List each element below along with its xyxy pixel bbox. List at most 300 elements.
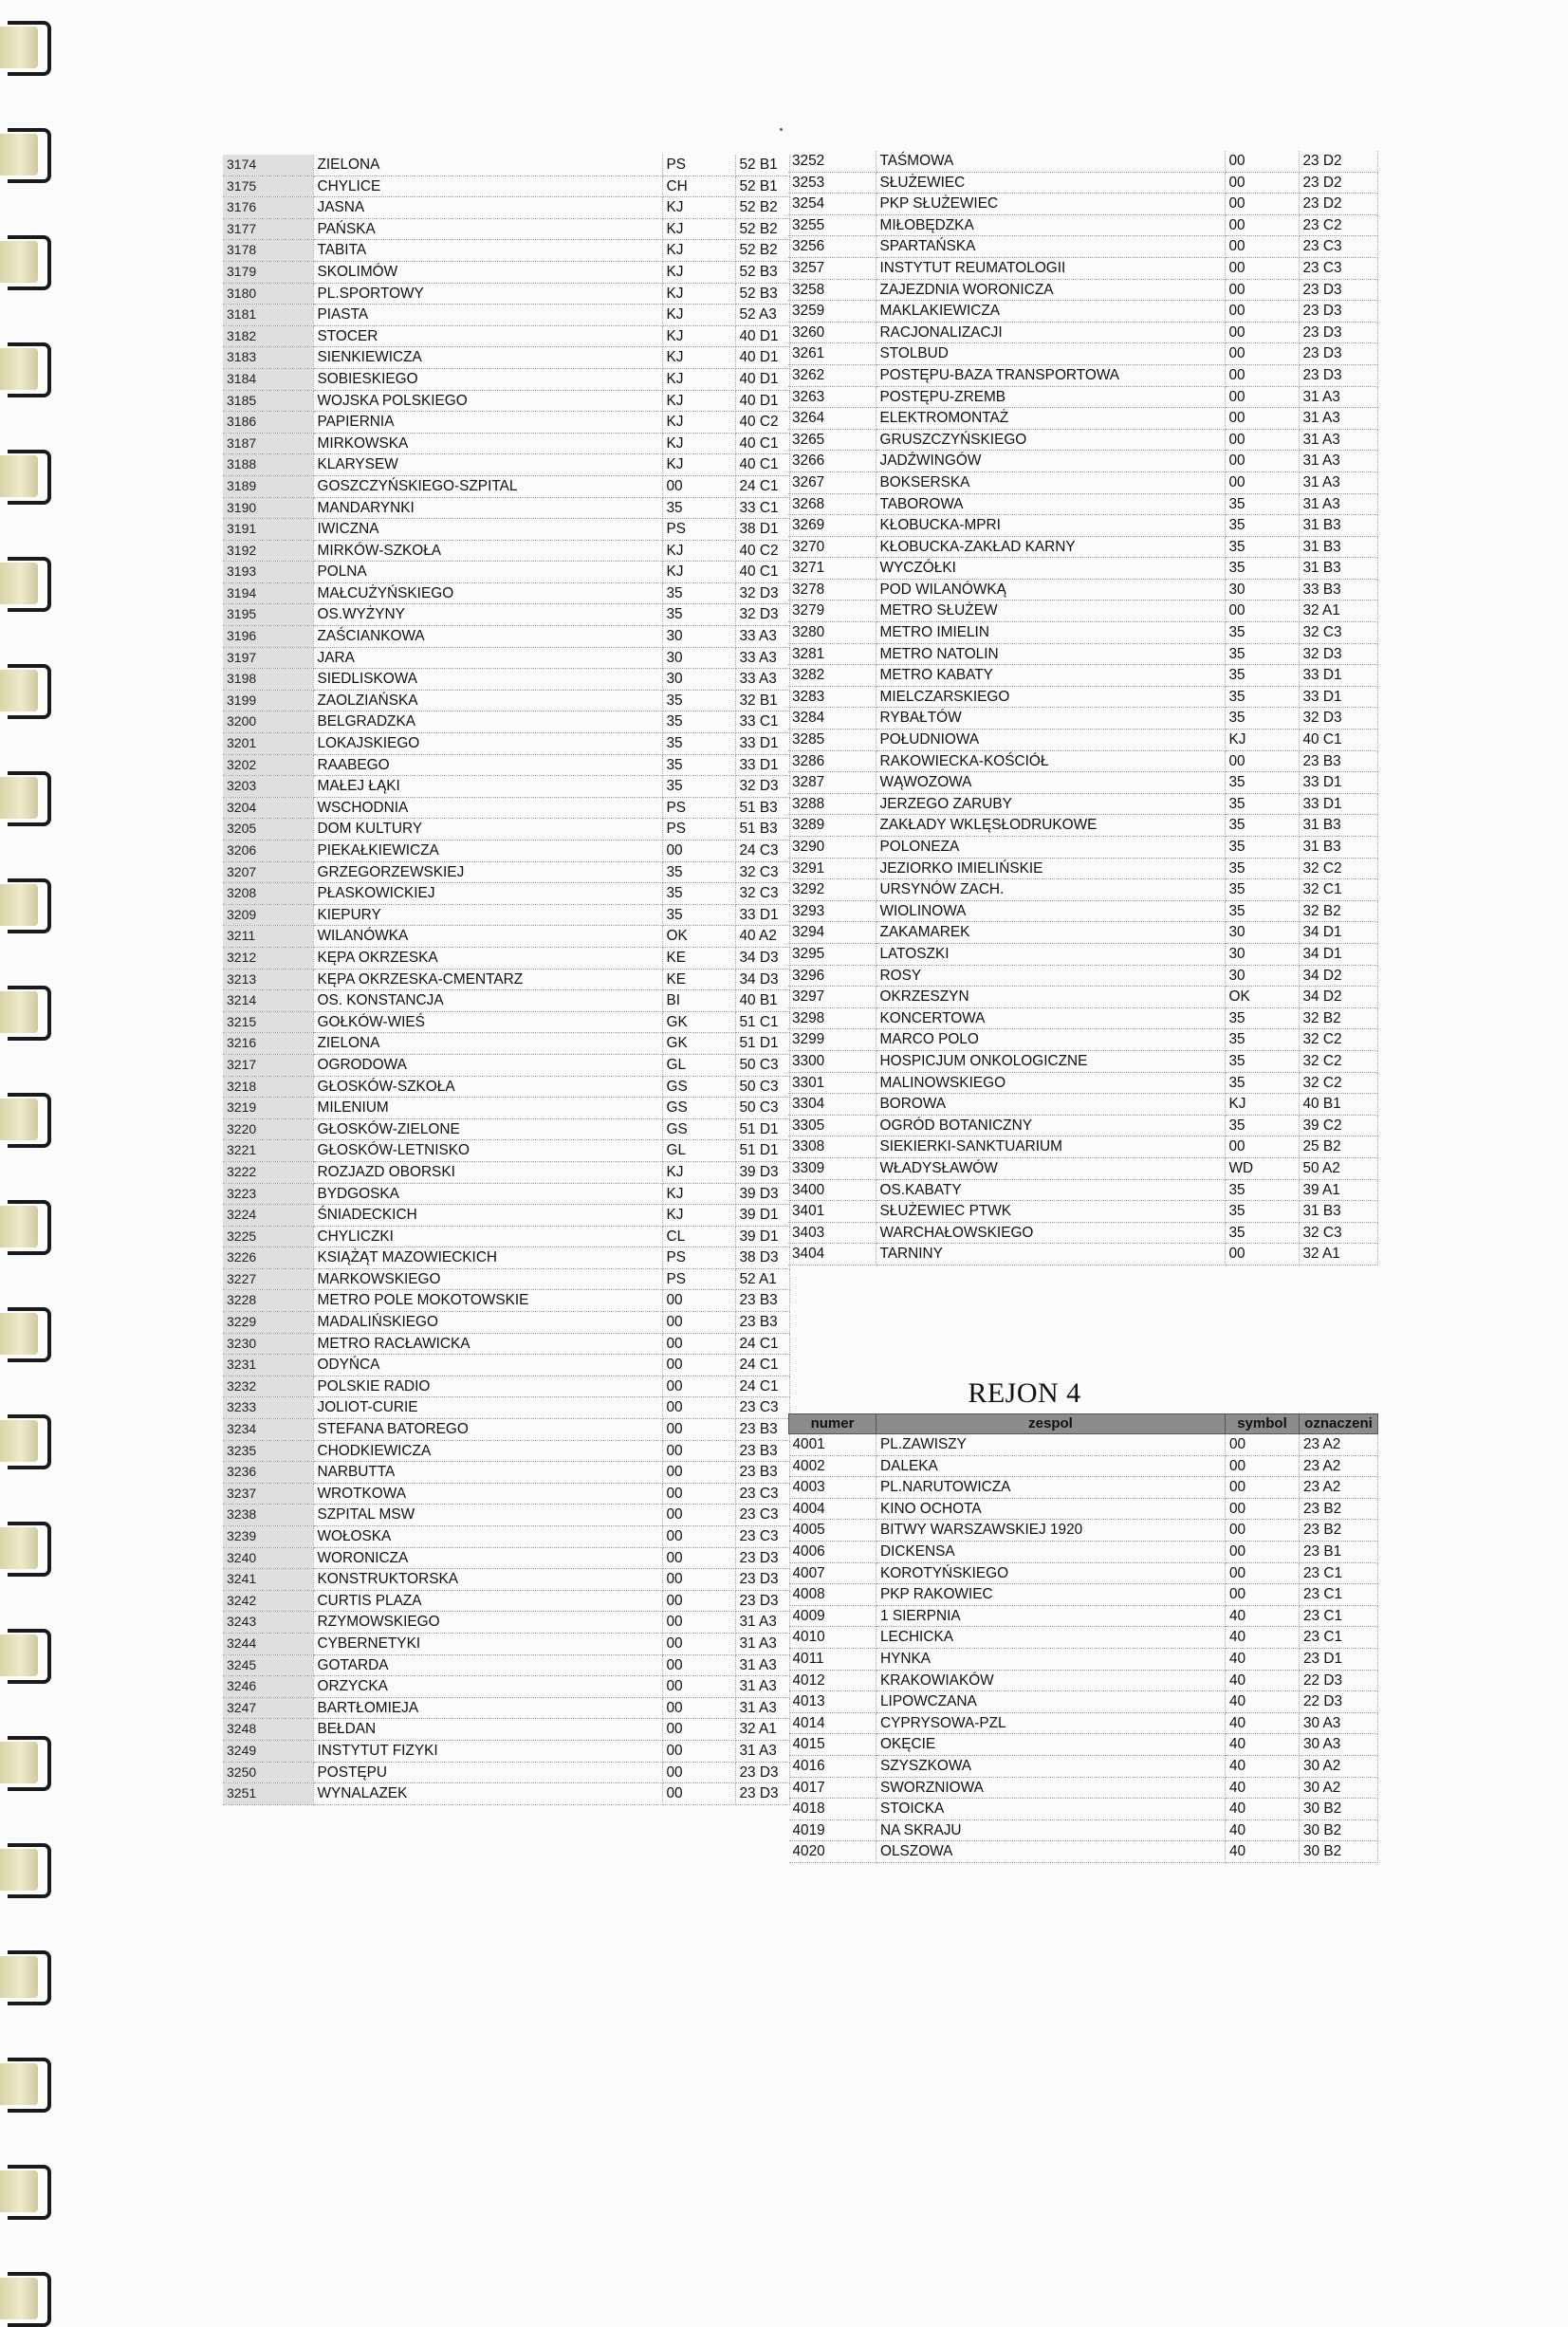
stop-name: PAŃSKA xyxy=(313,218,662,240)
table-row xyxy=(788,900,1377,922)
map-reference: 32 B1 xyxy=(735,690,789,711)
table-row xyxy=(223,582,789,604)
table-row xyxy=(223,926,789,948)
map-reference: 31 A3 xyxy=(1299,471,1377,493)
stop-number: 3269 xyxy=(788,515,876,537)
map-reference: 51 D1 xyxy=(735,1118,789,1140)
map-reference: 31 B3 xyxy=(1299,837,1377,859)
stop-name: ŚNIADECKICH xyxy=(313,1205,662,1227)
map-reference: 39 D1 xyxy=(735,1205,789,1227)
stop-name: WORONICZA xyxy=(313,1547,662,1569)
symbol: 35 xyxy=(662,604,735,626)
table-row xyxy=(223,562,789,583)
stop-number: 3195 xyxy=(223,604,313,626)
symbol: 00 xyxy=(1225,600,1299,622)
stop-name: INSTYTUT REUMATOLOGII xyxy=(876,257,1225,279)
table-row xyxy=(223,1526,789,1548)
stop-number: 3305 xyxy=(788,1115,876,1136)
symbol: 00 xyxy=(1225,151,1299,172)
table-row xyxy=(223,969,789,990)
stop-number: 3262 xyxy=(788,364,876,386)
map-reference: 23 B3 xyxy=(735,1312,789,1334)
stop-number: 3289 xyxy=(788,815,876,837)
stop-name: 1 SIERPNIA xyxy=(876,1605,1226,1627)
stop-name: KOROTYŃSKIEGO xyxy=(876,1562,1226,1584)
table-row xyxy=(223,1011,789,1033)
table-row xyxy=(223,347,789,369)
table-row xyxy=(223,1483,789,1505)
symbol: 30 xyxy=(1225,943,1299,965)
stop-name: POLNA xyxy=(313,562,662,583)
symbol: 00 xyxy=(662,1719,735,1741)
table-row xyxy=(223,412,789,434)
stop-number: 3191 xyxy=(223,519,313,541)
stop-number: 3198 xyxy=(223,669,313,691)
table-row xyxy=(788,1072,1377,1094)
stop-name: WIOLINOWA xyxy=(876,900,1225,922)
map-reference: 52 B2 xyxy=(735,240,789,262)
symbol: 00 xyxy=(1225,1136,1299,1158)
symbol: 30 xyxy=(662,626,735,648)
symbol: KJ xyxy=(662,562,735,583)
map-reference: 23 D1 xyxy=(1300,1648,1378,1670)
map-reference: 40 B1 xyxy=(735,990,789,1012)
symbol: KE xyxy=(662,947,735,969)
map-reference: 30 B2 xyxy=(1300,1799,1378,1820)
binding-coil xyxy=(0,342,51,397)
symbol: 35 xyxy=(1225,686,1299,708)
stop-number: 3400 xyxy=(788,1179,876,1201)
stop-number: 3295 xyxy=(788,943,876,965)
map-reference: 51 B3 xyxy=(735,819,789,840)
table-row xyxy=(223,669,789,691)
stop-number: 4006 xyxy=(789,1541,876,1562)
map-reference: 32 D3 xyxy=(735,604,789,626)
table-row xyxy=(789,1627,1378,1649)
symbol: 00 xyxy=(662,1783,735,1805)
map-reference: 38 D1 xyxy=(735,519,789,541)
map-reference: 50 A2 xyxy=(1299,1157,1377,1179)
symbol: KJ xyxy=(662,368,735,390)
symbol: 00 xyxy=(662,1762,735,1783)
map-reference: 31 B3 xyxy=(1299,515,1377,537)
stop-name: WSCHODNIA xyxy=(313,797,662,819)
map-reference: 31 A3 xyxy=(1299,451,1377,472)
symbol: 35 xyxy=(1225,879,1299,901)
stop-name: ZAOLZIAŃSKA xyxy=(313,690,662,711)
stop-number: 3268 xyxy=(788,493,876,515)
stop-name: ZAKAMAREK xyxy=(876,922,1225,944)
symbol: 35 xyxy=(1225,515,1299,537)
symbol: 30 xyxy=(662,647,735,669)
stop-number: 4017 xyxy=(789,1777,876,1799)
stop-name: KŁOBUCKA-MPRI xyxy=(876,515,1225,537)
coil-ring xyxy=(8,21,51,76)
map-reference: 23 C3 xyxy=(1299,257,1377,279)
map-reference: 23 C3 xyxy=(735,1397,789,1419)
table-row xyxy=(223,797,789,819)
map-reference: 23 C3 xyxy=(735,1483,789,1505)
table-row xyxy=(223,155,789,175)
stop-number: 3217 xyxy=(223,1054,313,1076)
stop-number: 3246 xyxy=(223,1676,313,1698)
stop-name: ZAKŁADY WKLĘSŁODRUKOWE xyxy=(876,815,1225,837)
symbol: 40 xyxy=(1226,1712,1300,1734)
map-reference: 40 A2 xyxy=(735,926,789,948)
stop-number: 3404 xyxy=(788,1244,876,1265)
map-reference: 40 C1 xyxy=(1299,729,1377,751)
stop-number: 3219 xyxy=(223,1098,313,1119)
stop-number: 3252 xyxy=(788,151,876,172)
map-reference: 32 D3 xyxy=(735,776,789,798)
symbol: PS xyxy=(662,1268,735,1290)
stop-number: 3206 xyxy=(223,840,313,862)
stop-name: MAŁEJ ŁĄKI xyxy=(313,776,662,798)
coil-ring xyxy=(8,986,51,1041)
symbol: PS xyxy=(662,797,735,819)
symbol: 00 xyxy=(1226,1498,1300,1520)
symbol: OK xyxy=(1225,987,1299,1008)
stop-name: JEZIORKO IMIELIŃSKIE xyxy=(876,858,1225,879)
stop-name: RAABEGO xyxy=(313,754,662,776)
symbol: 00 xyxy=(662,1740,735,1762)
stop-number: 3235 xyxy=(223,1440,313,1462)
stop-name: SWORZNIOWA xyxy=(876,1777,1226,1799)
table-row xyxy=(223,626,789,648)
symbol: 35 xyxy=(662,690,735,711)
table-row xyxy=(788,729,1377,751)
map-reference: 31 A3 xyxy=(735,1676,789,1698)
stop-number: 3222 xyxy=(223,1161,313,1183)
symbol: 00 xyxy=(662,1526,735,1548)
stop-name: POSTĘPU-BAZA TRANSPORTOWA xyxy=(876,364,1225,386)
map-reference: 30 B2 xyxy=(1300,1841,1378,1863)
stop-number: 3283 xyxy=(788,686,876,708)
table-row xyxy=(223,776,789,798)
binding-coil xyxy=(0,557,51,612)
symbol: 40 xyxy=(1226,1841,1300,1863)
symbol: 00 xyxy=(662,1419,735,1441)
stop-number: 4002 xyxy=(789,1455,876,1477)
table-row xyxy=(788,1029,1377,1051)
symbol: 35 xyxy=(1225,558,1299,580)
table-row xyxy=(223,1740,789,1762)
stop-number: 3281 xyxy=(788,643,876,665)
map-reference: 33 D1 xyxy=(735,733,789,755)
map-reference: 52 B1 xyxy=(735,155,789,175)
table-row xyxy=(223,819,789,840)
symbol: 00 xyxy=(662,1312,735,1334)
table-row xyxy=(223,1397,789,1419)
stop-number: 4020 xyxy=(789,1841,876,1863)
coil-ring xyxy=(8,1307,51,1362)
table-row xyxy=(788,1007,1377,1029)
stop-name: GŁOSKÓW-SZKOŁA xyxy=(313,1076,662,1098)
map-reference: 32 C2 xyxy=(1299,1072,1377,1094)
symbol: KJ xyxy=(662,325,735,347)
binding-coil xyxy=(0,2165,51,2220)
map-reference: 23 B3 xyxy=(735,1440,789,1462)
stop-number: 3247 xyxy=(223,1697,313,1719)
stop-number: 3231 xyxy=(223,1355,313,1376)
table-row xyxy=(788,686,1377,708)
symbol: 30 xyxy=(662,669,735,691)
stop-number: 3259 xyxy=(788,301,876,323)
stop-name: WOJSKA POLSKIEGO xyxy=(313,390,662,412)
map-reference: 23 C3 xyxy=(735,1526,789,1548)
stop-name: ORZYCKA xyxy=(313,1676,662,1698)
stop-name: TABITA xyxy=(313,240,662,262)
stop-name: JASNA xyxy=(313,197,662,219)
stop-name: ZIELONA xyxy=(313,1033,662,1055)
stop-name: ZAJEZDNIA WORONICZA xyxy=(876,279,1225,301)
stop-name: ROZJAZD OBORSKI xyxy=(313,1161,662,1183)
table-row xyxy=(223,368,789,390)
map-reference: 50 C3 xyxy=(735,1098,789,1119)
stop-number: 3279 xyxy=(788,600,876,622)
stop-name: PL.NARUTOWICZA xyxy=(876,1477,1226,1499)
stop-name: GOSZCZYŃSKIEGO-SZPITAL xyxy=(313,475,662,497)
map-reference: 23 D3 xyxy=(735,1783,789,1805)
stop-number: 3244 xyxy=(223,1633,313,1654)
symbol: GK xyxy=(662,1033,735,1055)
stop-name: PL.ZAWISZY xyxy=(876,1434,1226,1456)
stop-number: 4012 xyxy=(789,1670,876,1691)
map-reference: 51 B3 xyxy=(735,797,789,819)
stop-number: 4014 xyxy=(789,1712,876,1734)
table-row xyxy=(223,1376,789,1397)
stop-number: 3184 xyxy=(223,368,313,390)
stop-number: 4018 xyxy=(789,1799,876,1820)
stop-name: KŁOBUCKA-ZAKŁAD KARNY xyxy=(876,536,1225,558)
symbol: KJ xyxy=(662,197,735,219)
stop-name: RACJONALIZACJI xyxy=(876,322,1225,343)
symbol: GS xyxy=(662,1098,735,1119)
table-row xyxy=(223,454,789,476)
stop-name: SPARTAŃSKA xyxy=(876,236,1225,258)
symbol: CH xyxy=(662,175,735,197)
symbol: 40 xyxy=(1226,1734,1300,1756)
table-row xyxy=(788,172,1377,194)
stop-name: MIŁOBĘDZKA xyxy=(876,214,1225,236)
coil-ring xyxy=(8,1093,51,1148)
stop-name: LIPOWCZANA xyxy=(876,1691,1226,1713)
table-row xyxy=(223,904,789,926)
stop-name: CHYLICZKI xyxy=(313,1226,662,1247)
map-reference: 32 B2 xyxy=(1299,900,1377,922)
symbol: 35 xyxy=(1225,622,1299,644)
stop-number: 3182 xyxy=(223,325,313,347)
stop-name: POSTĘPU-ZREMB xyxy=(876,386,1225,408)
map-reference: 32 A1 xyxy=(735,1719,789,1741)
symbol: 00 xyxy=(1226,1562,1300,1584)
table-row xyxy=(788,214,1377,236)
map-reference: 40 B1 xyxy=(1299,1094,1377,1116)
table-row xyxy=(788,322,1377,343)
symbol: 35 xyxy=(1225,1050,1299,1072)
binding-coil xyxy=(0,1629,51,1684)
binding-coil xyxy=(0,235,51,290)
symbol: 40 xyxy=(1226,1648,1300,1670)
map-reference: 34 D3 xyxy=(735,969,789,990)
map-reference: 51 D1 xyxy=(735,1033,789,1055)
symbol: 35 xyxy=(1225,858,1299,879)
stop-number: 3250 xyxy=(223,1762,313,1783)
map-reference: 31 A3 xyxy=(735,1633,789,1654)
table-row xyxy=(788,622,1377,644)
map-reference: 32 D3 xyxy=(1299,708,1377,729)
map-reference: 23 D3 xyxy=(1299,364,1377,386)
stop-number: 3263 xyxy=(788,386,876,408)
table-row xyxy=(789,1799,1378,1820)
coil-ring xyxy=(8,1950,51,2005)
stop-name: POŁUDNIOWA xyxy=(876,729,1225,751)
table-row xyxy=(223,1183,789,1205)
map-reference: 33 C1 xyxy=(735,497,789,519)
symbol: KJ xyxy=(662,347,735,369)
symbol: 00 xyxy=(1225,451,1299,472)
symbol: 00 xyxy=(1225,301,1299,323)
stop-name: LOKAJSKIEGO xyxy=(313,733,662,755)
stop-name: TARNINY xyxy=(876,1244,1225,1265)
stop-name: JARA xyxy=(313,647,662,669)
table-row xyxy=(789,1670,1378,1691)
stop-number: 3239 xyxy=(223,1526,313,1548)
stop-name: ODYŃCA xyxy=(313,1355,662,1376)
table-row xyxy=(223,1118,789,1140)
stop-number: 3292 xyxy=(788,879,876,901)
symbol: KJ xyxy=(662,454,735,476)
stop-number: 3230 xyxy=(223,1333,313,1355)
symbol: 00 xyxy=(1225,214,1299,236)
symbol: CL xyxy=(662,1226,735,1247)
header-zespol: zespol xyxy=(876,1414,1226,1434)
symbol: 00 xyxy=(662,1590,735,1612)
stop-number: 3264 xyxy=(788,408,876,430)
symbol: KJ xyxy=(1225,729,1299,751)
stop-number: 3208 xyxy=(223,883,313,905)
header-numer: numer xyxy=(789,1414,876,1434)
coil-ring xyxy=(8,2272,51,2327)
map-reference: 52 A3 xyxy=(735,305,789,326)
table-row xyxy=(223,840,789,862)
stop-number: 3233 xyxy=(223,1397,313,1419)
symbol: 40 xyxy=(1226,1670,1300,1691)
map-reference: 34 D2 xyxy=(1299,965,1377,987)
map-reference: 52 B2 xyxy=(735,197,789,219)
table-row xyxy=(223,1676,789,1698)
stop-name: BEŁDAN xyxy=(313,1719,662,1741)
table-row xyxy=(788,151,1377,172)
stop-name: MAŁCUŻYŃSKIEGO xyxy=(313,582,662,604)
stop-number: 3175 xyxy=(223,175,313,197)
header-row xyxy=(789,1414,1378,1434)
table-row xyxy=(789,1755,1378,1777)
symbol: 00 xyxy=(1225,429,1299,451)
map-reference: 32 A1 xyxy=(1299,600,1377,622)
symbol: 35 xyxy=(1225,900,1299,922)
table-row xyxy=(788,708,1377,729)
stop-name: BOROWA xyxy=(876,1094,1225,1116)
symbol: 00 xyxy=(1225,408,1299,430)
map-reference: 33 A3 xyxy=(735,626,789,648)
map-reference: 40 C1 xyxy=(735,433,789,454)
table-row xyxy=(223,1569,789,1591)
symbol: KJ xyxy=(662,283,735,305)
table-row xyxy=(789,1520,1378,1542)
table-row xyxy=(788,600,1377,622)
stop-name: GOŁKÓW-WIEŚ xyxy=(313,1011,662,1033)
map-reference: 30 A3 xyxy=(1300,1734,1378,1756)
map-reference: 23 C3 xyxy=(735,1505,789,1526)
table-row xyxy=(788,579,1377,600)
symbol: PS xyxy=(662,155,735,175)
stop-name: INSTYTUT FIZYKI xyxy=(313,1740,662,1762)
symbol: 35 xyxy=(1225,643,1299,665)
table-row xyxy=(788,943,1377,965)
table-row xyxy=(788,408,1377,430)
symbol: 00 xyxy=(1225,279,1299,301)
stop-number: 4004 xyxy=(789,1498,876,1520)
map-reference: 32 C3 xyxy=(1299,622,1377,644)
stop-number: 3267 xyxy=(788,471,876,493)
symbol: 35 xyxy=(1225,1115,1299,1136)
symbol: 00 xyxy=(662,1697,735,1719)
stop-name: MIRKOWSKA xyxy=(313,433,662,454)
stop-name: KONSTRUKTORSKA xyxy=(313,1569,662,1591)
stop-name: GŁOSKÓW-ZIELONE xyxy=(313,1118,662,1140)
symbol: 35 xyxy=(1225,1072,1299,1094)
symbol: 30 xyxy=(1225,579,1299,600)
stop-name: SŁUŻEWIEC PTWK xyxy=(876,1201,1225,1223)
map-reference: 30 B2 xyxy=(1300,1819,1378,1841)
table-row xyxy=(223,1076,789,1098)
table-row xyxy=(223,733,789,755)
stop-number: 4008 xyxy=(789,1584,876,1606)
stop-name: PKP RAKOWIEC xyxy=(876,1584,1226,1606)
map-reference: 32 D3 xyxy=(1299,643,1377,665)
stop-name: BOKSERSKA xyxy=(876,471,1225,493)
stop-number: 3202 xyxy=(223,754,313,776)
table-row xyxy=(789,1498,1378,1520)
map-reference: 32 A1 xyxy=(1299,1244,1377,1265)
map-reference: 40 C1 xyxy=(735,454,789,476)
table-row xyxy=(223,1633,789,1654)
stop-number: 3280 xyxy=(788,622,876,644)
binding-coil xyxy=(0,771,51,826)
symbol: 35 xyxy=(1225,1201,1299,1223)
table-row xyxy=(788,364,1377,386)
symbol: 00 xyxy=(1225,172,1299,194)
stop-name: KIEPURY xyxy=(313,904,662,926)
table-row xyxy=(788,1244,1377,1265)
table-row xyxy=(223,1290,789,1312)
coil-ring xyxy=(8,450,51,505)
table-row xyxy=(788,1201,1377,1223)
stop-name: DOM KULTURY xyxy=(313,819,662,840)
stop-number: 3179 xyxy=(223,261,313,283)
table-row xyxy=(788,1136,1377,1158)
stop-name: METRO SŁUŻEW xyxy=(876,600,1225,622)
binding-coil xyxy=(0,1522,51,1577)
symbol: 40 xyxy=(1226,1627,1300,1649)
map-reference: 31 A3 xyxy=(1299,386,1377,408)
stop-number: 3227 xyxy=(223,1268,313,1290)
region-4-table xyxy=(788,1413,1378,1863)
stop-name: CYBERNETYKI xyxy=(313,1633,662,1654)
stop-name: PŁASKOWICKIEJ xyxy=(313,883,662,905)
stops-table-left xyxy=(223,155,790,1805)
